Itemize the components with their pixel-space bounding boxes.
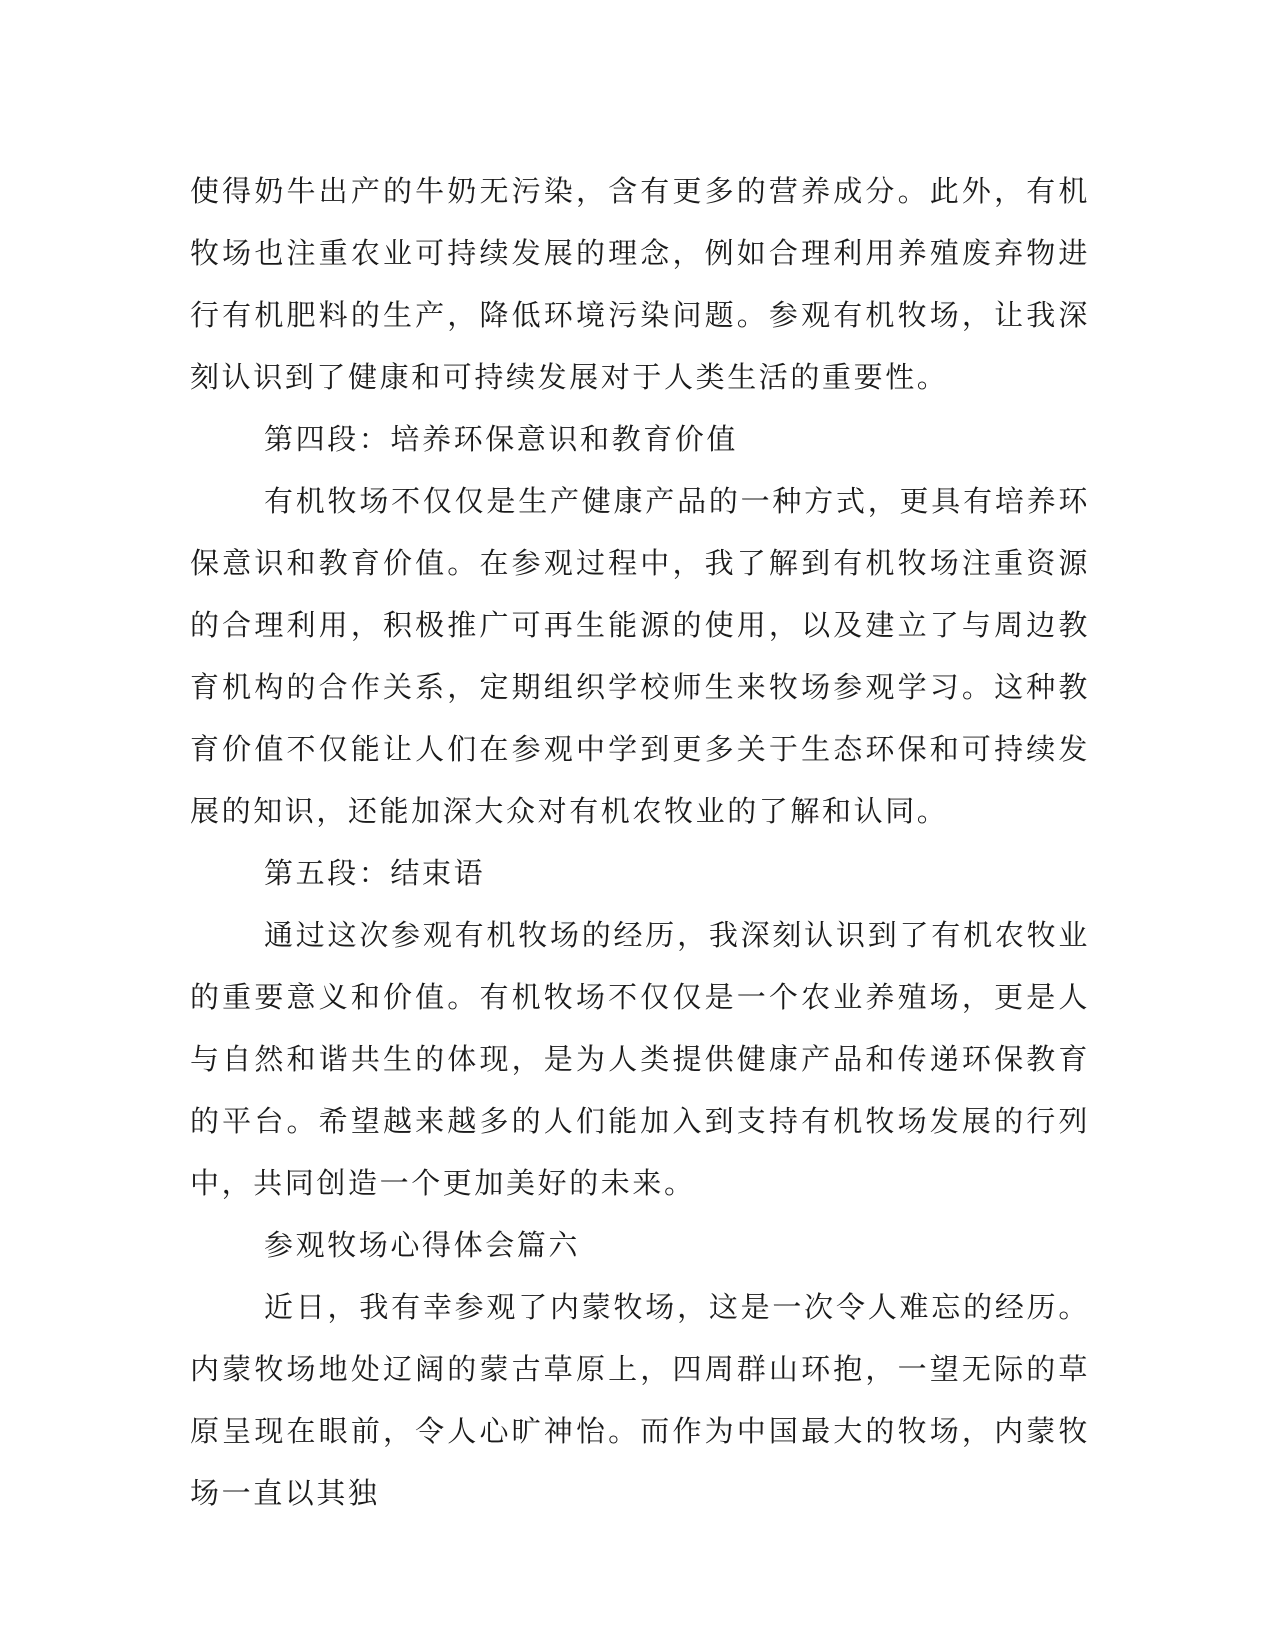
paragraph-conclusion: 通过这次参观有机牧场的经历，我深刻认识到了有机农牧业的重要意义和价值。有机牧场不仅仅是一个农业养殖场，更是人与自然和谐共生的体现，是为人类提供健康产品和传递环保教育的平台。希望越来越多的人们能加入到支持有机牧场发展的行列中，共同创造一个更加美好的未来。 xyxy=(190,918,1090,1200)
article-title-part-6: 参观牧场心得体会篇六 xyxy=(264,1228,581,1262)
paragraph-inner-mongolia-ranch: 近日，我有幸参观了内蒙牧场，这是一次令人难忘的经历。内蒙牧场地处辽阔的蒙古草原上，四周群山环抱，一望无际的草原呈现在眼前，令人心旷神怡。而作为中国最大的牧场，内蒙牧场一直以其独 xyxy=(190,1290,1090,1510)
document-body xyxy=(190,160,1090,1524)
section-heading-4: 第四段：培养环保意识和教育价值 xyxy=(264,422,739,456)
paragraph-body-continuation: 使得奶牛出产的牛奶无污染，含有更多的营养成分。此外，有机牧场也注重农业可持续发展的理念，例如合理利用养殖废弃物进行有机肥料的生产，降低环境污染问题。参观有机牧场，让我深刻认识到了健康和可持续发展对于人类生活的重要性。 xyxy=(190,174,1090,394)
section-heading-5: 第五段：结束语 xyxy=(264,856,486,890)
paragraph-environmental-education: 有机牧场不仅仅是生产健康产品的一种方式，更具有培养环保意识和教育价值。在参观过程中，我了解到有机牧场注重资源的合理利用，积极推广可再生能源的使用，以及建立了与周边教育机构的合作关系，定期组织学校师生来牧场参观学习。这种教育价值不仅能让人们在参观中学到更多关于生态环保和可持续发展的知识，还能加深大众对有机农牧业的了解和认同。 xyxy=(190,484,1090,828)
